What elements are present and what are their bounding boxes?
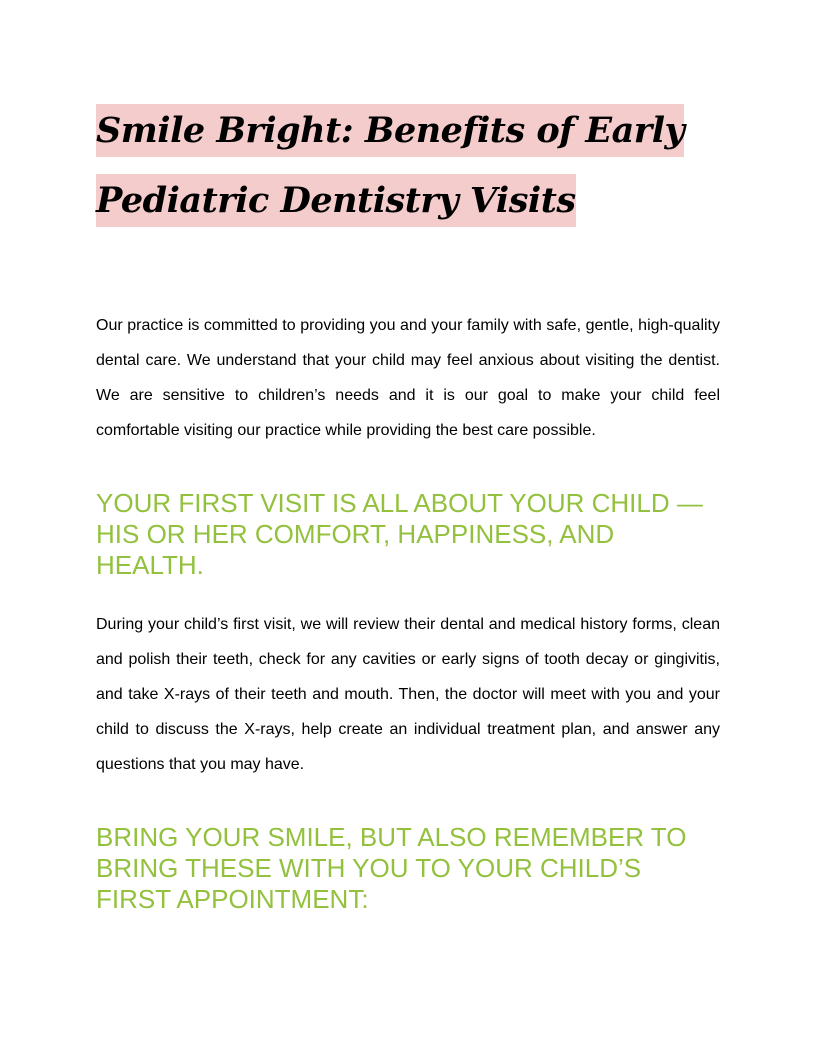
page-title-text: Smile Bright: Benefits of Early Pediatric Dentistry Visits xyxy=(96,104,684,227)
document-page xyxy=(96,96,720,915)
page-title xyxy=(96,96,720,236)
intro-paragraph: Our practice is committed to providing you and your family with safe, gentle, high-quality dental care. We understand that your child may feel anxious about visiting the dentist. We are sensitive to children’s needs and it is our goal to make your child feel comfortable visiting our practice while providing the best care possible. xyxy=(96,317,720,439)
section-heading-bring-items: BRING YOUR SMILE, BUT ALSO REMEMBER TO BRING THESE WITH YOU TO YOUR CHILD’S FIRST APPOINTMENT: xyxy=(96,822,687,914)
first-visit-paragraph: During your child’s first visit, we will review their dental and medical history forms, clean and polish their teeth, check for any cavities or early signs of tooth decay or gingivitis, and take X-rays of their teeth and mouth. Then, the doctor will meet with you and your child to discuss the X-rays, help create an individual treatment plan, and answer any questions that you may have. xyxy=(96,616,720,773)
section-heading-first-visit: YOUR FIRST VISIT IS ALL ABOUT YOUR CHILD — HIS OR HER COMFORT, HAPPINESS, AND HEALTH. xyxy=(96,488,703,580)
